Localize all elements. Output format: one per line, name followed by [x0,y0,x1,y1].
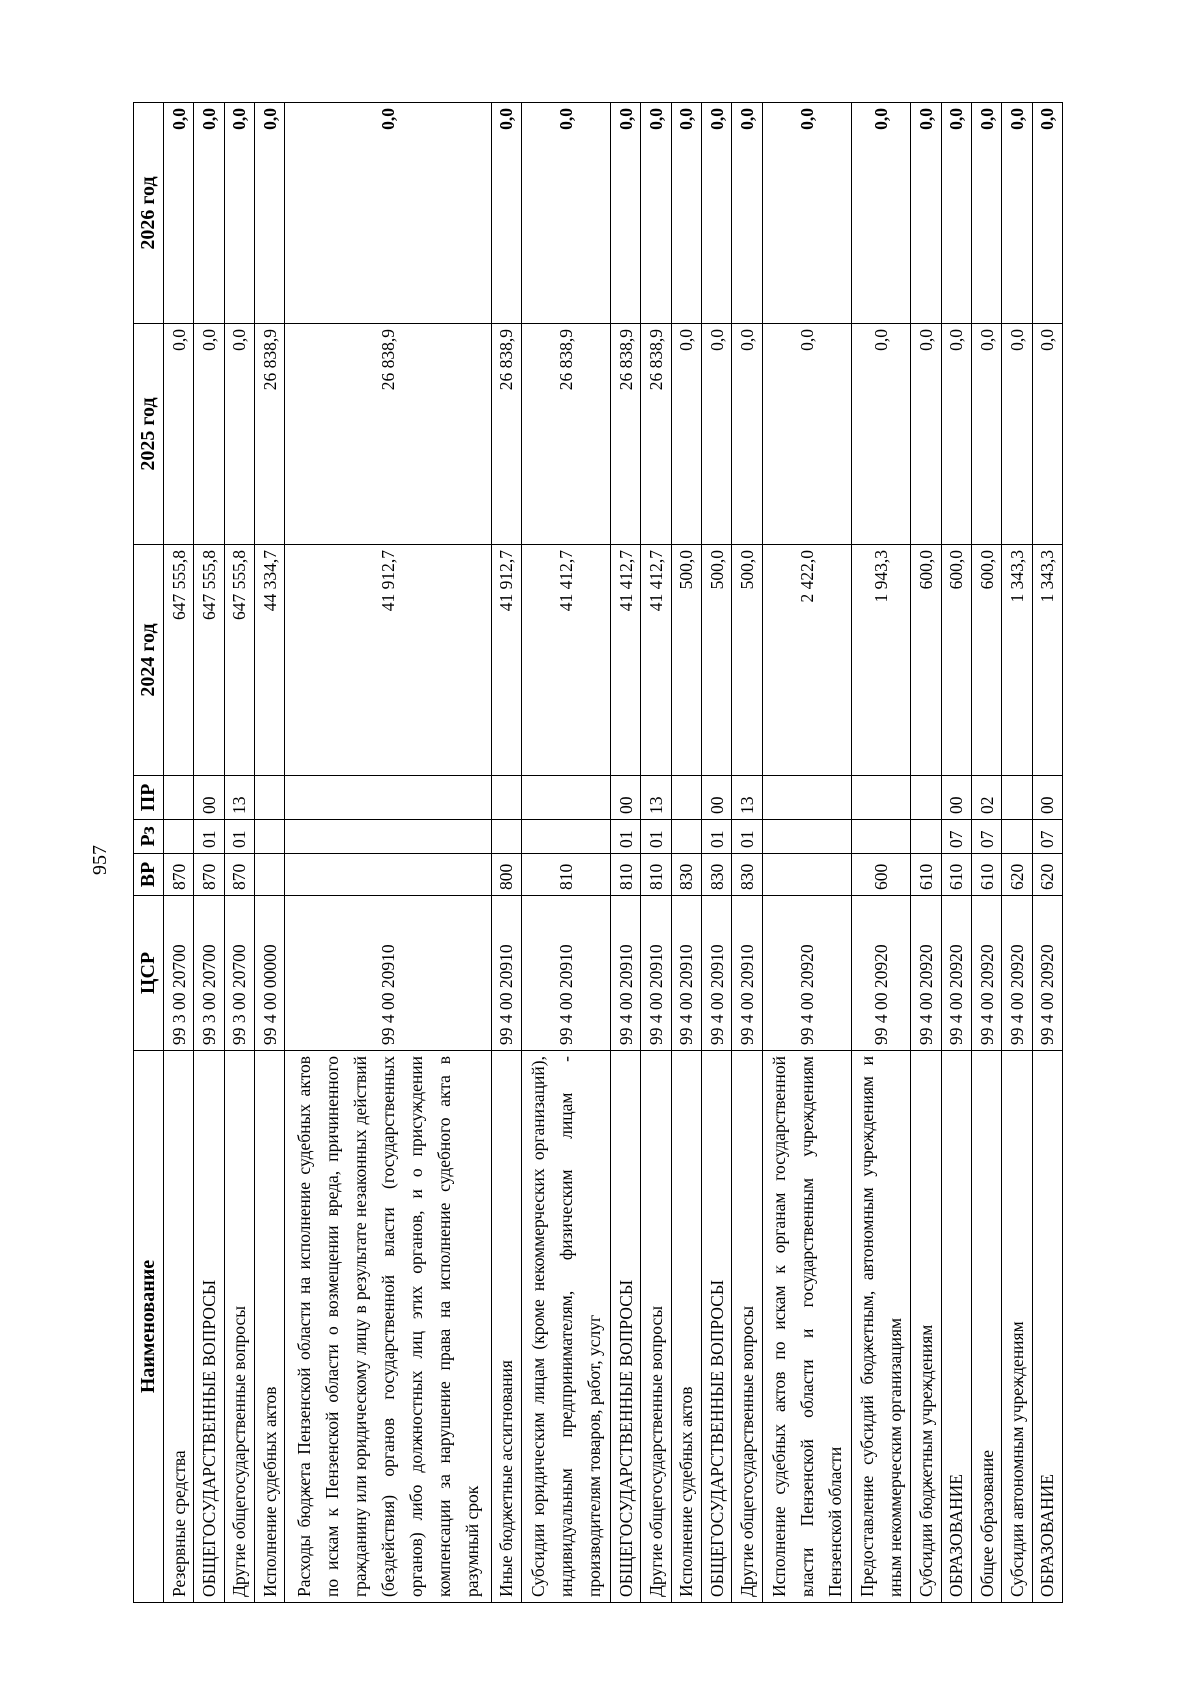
cell-vr: 620 [1032,854,1062,896]
cell-2025: 26 838,9 [610,324,640,545]
cell-vr [762,854,851,896]
cell-pr [851,776,911,820]
cell-pr: 02 [971,776,1001,820]
cell-vr: 610 [941,854,971,896]
cell-pr: 00 [941,776,971,820]
cell-vr: 830 [671,854,701,896]
table-row [285,103,491,1603]
table-row [224,103,254,1603]
cell-2024: 600,0 [941,545,971,776]
cell-rz: 07 [1032,820,1062,854]
cell-2024: 500,0 [671,545,701,776]
cell-csr: 99 4 00 20920 [911,896,941,1051]
cell-rz: 01 [224,820,254,854]
cell-name: Общее образование [971,1051,1001,1603]
cell-2026: 0,0 [671,103,701,324]
cell-name: ОБЩЕГОСУДАРСТВЕННЫЕ ВОПРОСЫ [610,1051,640,1603]
cell-2025: 0,0 [194,324,224,545]
cell-csr: 99 3 00 20700 [224,896,254,1051]
cell-pr: 13 [732,776,762,820]
cell-2026: 0,0 [732,103,762,324]
cell-2025: 26 838,9 [285,324,491,545]
cell-name: Предоставление субсидий бюджетным, автономным учреждениям и иным некоммерческим организациям [851,1051,911,1603]
cell-rz: 07 [941,820,971,854]
cell-pr [255,776,285,820]
cell-vr: 810 [641,854,671,896]
cell-name: Резервные средства [164,1051,194,1603]
cell-csr: 99 4 00 20910 [491,896,521,1051]
cell-2026: 0,0 [521,103,610,324]
cell-pr [911,776,941,820]
cell-2026: 0,0 [701,103,731,324]
table-row [671,103,701,1603]
cell-pr: 00 [701,776,731,820]
cell-csr: 99 4 00 20910 [641,896,671,1051]
cell-name: ОБРАЗОВАНИЕ [941,1051,971,1603]
cell-2025: 0,0 [224,324,254,545]
cell-name: Другие общегосударственные вопросы [641,1051,671,1603]
cell-name: Субсидии юридическим лицам (кроме некоммерческих организаций), индивидуальным предпринимателям, физическим лицам - производителям товаров, работ, услуг [521,1051,610,1603]
cell-name: Исполнение судебных актов [255,1051,285,1603]
table-row [255,103,285,1603]
cell-name: Исполнение судебных актов по искам к органам государственной власти Пензенской области и государственным учреждениям Пензенской области [762,1051,851,1603]
cell-rz [285,820,491,854]
cell-2024: 41 912,7 [491,545,521,776]
cell-pr: 00 [610,776,640,820]
cell-pr: 00 [1032,776,1062,820]
cell-vr: 610 [911,854,941,896]
cell-csr: 99 4 00 20910 [732,896,762,1051]
cell-2025: 26 838,9 [255,324,285,545]
cell-2026: 0,0 [762,103,851,324]
cell-csr: 99 4 00 20910 [671,896,701,1051]
cell-2024: 500,0 [732,545,762,776]
table-row [941,103,971,1603]
cell-csr: 99 4 00 20920 [762,896,851,1051]
table-row [521,103,610,1603]
cell-vr: 870 [224,854,254,896]
table-row [732,103,762,1603]
cell-vr: 870 [194,854,224,896]
cell-name: ОБЩЕГОСУДАРСТВЕННЫЕ ВОПРОСЫ [701,1051,731,1603]
cell-rz [255,820,285,854]
table-row [164,103,194,1603]
table-row [971,103,1001,1603]
cell-2024: 1 943,3 [851,545,911,776]
header-vr: ВР [134,854,164,896]
cell-2025: 0,0 [1002,324,1032,545]
header-2026: 2026 год [134,103,164,324]
cell-2026: 0,0 [851,103,911,324]
table-header-row [134,103,164,1603]
cell-2026: 0,0 [641,103,671,324]
cell-name: ОБРАЗОВАНИЕ [1032,1051,1062,1603]
table-row [911,103,941,1603]
cell-2024: 647 555,8 [164,545,194,776]
cell-name: Иные бюджетные ассигнования [491,1051,521,1603]
cell-2024: 41 412,7 [521,545,610,776]
cell-2026: 0,0 [255,103,285,324]
cell-vr: 800 [491,854,521,896]
cell-2025: 26 838,9 [641,324,671,545]
rotated-table-container [133,103,1063,1603]
cell-name: Расходы бюджета Пензенской области на исполнение судебных актов по искам к Пензенской области о возмещении вреда, причиненного гражданину или юридическому лицу в результате незаконных действий (бездействия) органов государственной власти (государственных органов) либо должностных лиц этих органов, и о присуждении компенсации за нарушение права на исполнение судебного акта в разумный срок [285,1051,491,1603]
table-row [194,103,224,1603]
cell-2026: 0,0 [194,103,224,324]
cell-2026: 0,0 [491,103,521,324]
cell-2026: 0,0 [610,103,640,324]
cell-2024: 647 555,8 [224,545,254,776]
cell-vr: 600 [851,854,911,896]
table-row [762,103,851,1603]
table-row [641,103,671,1603]
cell-pr [671,776,701,820]
cell-2025: 0,0 [671,324,701,545]
table-row [1002,103,1032,1603]
cell-pr: 00 [194,776,224,820]
cell-rz [851,820,911,854]
cell-2025: 0,0 [911,324,941,545]
cell-rz [911,820,941,854]
cell-rz: 01 [701,820,731,854]
cell-vr: 830 [732,854,762,896]
cell-csr: 99 4 00 20910 [701,896,731,1051]
cell-rz [491,820,521,854]
cell-rz [521,820,610,854]
cell-name: Субсидии автономным учреждениям [1002,1051,1032,1603]
cell-csr: 99 3 00 20700 [194,896,224,1051]
header-2025: 2025 год [134,324,164,545]
cell-rz: 01 [610,820,640,854]
cell-2024: 41 412,7 [641,545,671,776]
cell-2026: 0,0 [1032,103,1062,324]
cell-2024: 41 412,7 [610,545,640,776]
cell-csr: 99 3 00 20700 [164,896,194,1051]
cell-vr: 810 [521,854,610,896]
cell-2026: 0,0 [1002,103,1032,324]
cell-csr: 99 4 00 00000 [255,896,285,1051]
cell-pr [762,776,851,820]
cell-csr: 99 4 00 20920 [971,896,1001,1051]
cell-2025: 26 838,9 [521,324,610,545]
cell-2026: 0,0 [224,103,254,324]
cell-csr: 99 4 00 20920 [851,896,911,1051]
cell-2025: 26 838,9 [491,324,521,545]
header-csr: ЦСР [134,896,164,1051]
cell-pr [1002,776,1032,820]
cell-rz [762,820,851,854]
cell-name: Другие общегосударственные вопросы [224,1051,254,1603]
header-2024: 2024 год [134,545,164,776]
cell-2024: 41 912,7 [285,545,491,776]
cell-pr: 13 [224,776,254,820]
cell-2025: 0,0 [1032,324,1062,545]
cell-2024: 44 334,7 [255,545,285,776]
cell-vr: 870 [164,854,194,896]
cell-csr: 99 4 00 20920 [1002,896,1032,1051]
cell-2026: 0,0 [285,103,491,324]
cell-2026: 0,0 [911,103,941,324]
cell-2026: 0,0 [971,103,1001,324]
cell-vr [255,854,285,896]
cell-2024: 1 343,3 [1032,545,1062,776]
cell-csr: 99 4 00 20910 [285,896,491,1051]
header-name: Наименование [134,1051,164,1603]
cell-rz: 01 [194,820,224,854]
table-row [491,103,521,1603]
table-row [701,103,731,1603]
cell-vr: 620 [1002,854,1032,896]
cell-rz: 07 [971,820,1001,854]
cell-2024: 600,0 [971,545,1001,776]
cell-2025: 0,0 [164,324,194,545]
cell-vr: 810 [610,854,640,896]
cell-pr [285,776,491,820]
cell-csr: 99 4 00 20910 [521,896,610,1051]
budget-table [133,102,1063,1603]
cell-pr [491,776,521,820]
cell-2024: 500,0 [701,545,731,776]
cell-name: Исполнение судебных актов [671,1051,701,1603]
cell-rz [671,820,701,854]
header-pr: ПР [134,776,164,820]
cell-vr [285,854,491,896]
cell-2025: 0,0 [732,324,762,545]
cell-2025: 0,0 [941,324,971,545]
cell-2024: 647 555,8 [194,545,224,776]
cell-vr: 610 [971,854,1001,896]
cell-name: ОБЩЕГОСУДАРСТВЕННЫЕ ВОПРОСЫ [194,1051,224,1603]
table-row [610,103,640,1603]
table-row [1032,103,1062,1603]
cell-rz [1002,820,1032,854]
cell-csr: 99 4 00 20920 [1032,896,1062,1051]
cell-csr: 99 4 00 20920 [941,896,971,1051]
page-number: 957 [89,845,111,875]
cell-2024: 1 343,3 [1002,545,1032,776]
table-row [851,103,911,1603]
cell-2024: 2 422,0 [762,545,851,776]
cell-rz: 01 [732,820,762,854]
cell-rz: 01 [641,820,671,854]
cell-pr [164,776,194,820]
cell-name: Субсидии бюджетным учреждениям [911,1051,941,1603]
header-rz: Рз [134,820,164,854]
cell-pr: 13 [641,776,671,820]
cell-2025: 0,0 [851,324,911,545]
cell-2024: 600,0 [911,545,941,776]
cell-2025: 0,0 [762,324,851,545]
cell-2026: 0,0 [941,103,971,324]
cell-vr: 830 [701,854,731,896]
cell-2025: 0,0 [971,324,1001,545]
cell-rz [164,820,194,854]
cell-2025: 0,0 [701,324,731,545]
cell-pr [521,776,610,820]
cell-2026: 0,0 [164,103,194,324]
cell-name: Другие общегосударственные вопросы [732,1051,762,1603]
cell-csr: 99 4 00 20910 [610,896,640,1051]
